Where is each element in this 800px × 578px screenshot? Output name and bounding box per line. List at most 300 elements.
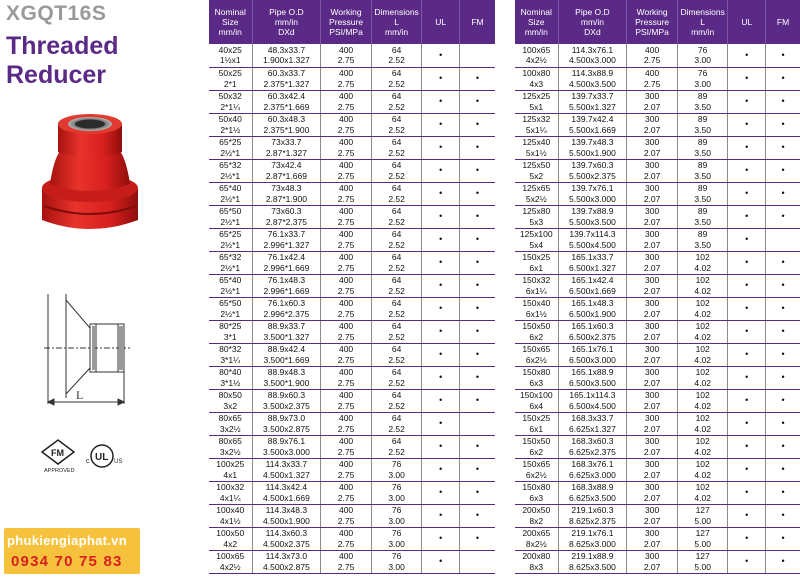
cell-nominal-size: [209, 458, 252, 481]
cell-nominal-size-size-in: 2½*1: [220, 262, 241, 273]
cell-pipe-od: [252, 274, 321, 297]
cell-working-pressure-mpa: 2.07: [643, 469, 661, 480]
cell-nominal-size-size-in: 3*1: [223, 331, 237, 342]
cell-working-pressure-mpa: 2.07: [643, 262, 661, 273]
cell-working-pressure: [321, 458, 372, 481]
cell-dimension-l-l-mm: 127: [695, 528, 710, 538]
cell-dimension-l-l-in: 2.52: [388, 78, 405, 89]
cell-pipe-od-od-in: 6.500x4.500: [569, 400, 616, 411]
cell-ul-ul: •: [745, 165, 749, 176]
cell-dimension-l: [677, 550, 728, 573]
cell-dimension-l-l-mm: 64: [391, 413, 402, 423]
cell-dimension-l: [371, 366, 422, 389]
cell-ul-ul: •: [439, 464, 443, 475]
cell-working-pressure: [321, 435, 372, 458]
cell-ul-ul: •: [745, 257, 749, 268]
cell-pipe-od: [558, 205, 627, 228]
cell-ul: [728, 228, 766, 251]
cell-dimension-l-l-in: 2.52: [388, 308, 405, 319]
cell-working-pressure-mpa: 2.75: [337, 55, 355, 66]
cell-nominal-size-size-in: 4x1: [223, 469, 238, 480]
cell-ul-ul: •: [439, 349, 443, 360]
cell-pipe-od-od-in: 2.87*1.327: [265, 147, 307, 158]
cell-pipe-od: [252, 205, 321, 228]
cell-dimension-l-l-in: 4.02: [694, 446, 711, 457]
cell-pipe-od-od-in: 4.500x3.000: [569, 55, 616, 66]
table-row: [209, 113, 495, 136]
cell-fm: [766, 527, 800, 550]
cell-pipe-od-od-in: 5.500x3.000: [569, 193, 616, 204]
cell-ul: [422, 504, 460, 527]
cell-dimension-l: [677, 435, 728, 458]
cell-working-pressure: [321, 274, 372, 297]
cell-ul: [422, 412, 460, 435]
cell-working-pressure-mpa: 2.07: [643, 377, 661, 388]
cell-nominal-size-size-mm: 125x65: [522, 183, 551, 193]
cell-working-pressure: [627, 481, 678, 504]
cell-fm: [459, 458, 495, 481]
table-row: [515, 504, 800, 527]
cell-dimension-l-l-mm: 102: [695, 459, 710, 469]
table-row: [209, 527, 495, 550]
cell-pipe-od: [558, 182, 627, 205]
cell-nominal-size: [515, 435, 558, 458]
cell-nominal-size-size-mm: 125x100: [519, 229, 553, 239]
cell-pipe-od-od-mm: 139.7x88.9: [571, 206, 614, 216]
cell-nominal-size-size-in: 5x1¼: [525, 124, 547, 135]
table-row: [515, 159, 800, 182]
cell-ul-ul: •: [439, 326, 443, 337]
cell-fm: [459, 113, 495, 136]
cell-ul: [728, 343, 766, 366]
cell-pipe-od: [558, 458, 627, 481]
cell-nominal-size-size-in: 4x2: [223, 538, 238, 549]
cell-nominal-size-size-mm: 150x80: [522, 482, 551, 492]
cell-fm-fm: •: [781, 303, 785, 314]
watermark: [4, 528, 140, 574]
title-line-2: Reducer: [6, 61, 107, 89]
cell-pipe-od-od-mm: 114.3x33.7: [265, 459, 308, 469]
cell-nominal-size-size-mm: 150x25: [522, 413, 551, 423]
cell-pipe-od-od-mm: 88.9x48.3: [267, 367, 306, 377]
cell-pipe-od-od-in: 6.500x1.669: [569, 285, 616, 296]
cell-dimension-l-l-mm: 64: [391, 298, 402, 308]
cell-dimension-l: [371, 389, 422, 412]
cell-nominal-size-size-mm: 65*32: [219, 160, 242, 170]
cell-fm: [459, 389, 495, 412]
cell-ul-ul: •: [439, 211, 443, 222]
cell-nominal-size: [209, 343, 252, 366]
cell-pipe-od-od-in: 5.500x4.500: [569, 239, 616, 250]
cell-pipe-od-od-in: 8.625x3.000: [569, 538, 616, 549]
fm-approved-text: APPROVED: [44, 468, 75, 474]
cell-nominal-size-size-mm: 150x50: [522, 321, 551, 331]
cell-working-pressure-mpa: 2.07: [643, 216, 661, 227]
cell-pipe-od: [558, 90, 627, 113]
cell-nominal-size-size-mm: 150x100: [519, 390, 553, 400]
cell-dimension-l: [677, 44, 728, 67]
header-dimensions: Dimensions L mm/in: [677, 0, 728, 44]
table-row: [515, 274, 800, 297]
cell-nominal-size: [515, 366, 558, 389]
cell-pipe-od-od-in: 3.500x2.875: [263, 423, 310, 434]
table-row: [209, 389, 495, 412]
cell-nominal-size-size-mm: 80*32: [219, 344, 242, 354]
cell-pipe-od-od-in: 4.500x2.875: [263, 561, 310, 572]
cell-pipe-od-od-in: 8.625x3.500: [569, 561, 616, 572]
cell-ul: [728, 67, 766, 90]
cell-working-pressure-psi: 400: [338, 551, 354, 561]
cell-pipe-od-od-mm: 165.1x33.7: [571, 252, 614, 262]
cell-fm-fm: •: [781, 142, 785, 153]
cell-nominal-size: [209, 251, 252, 274]
cell-fm: [459, 205, 495, 228]
cell-fm-fm: •: [781, 96, 785, 107]
ul-us-label: US: [114, 459, 123, 465]
cell-fm: [766, 550, 800, 573]
cell-dimension-l: [677, 67, 728, 90]
cell-working-pressure-mpa: 2.07: [643, 446, 661, 457]
cell-fm-fm: •: [781, 73, 785, 84]
cell-working-pressure: [627, 527, 678, 550]
cell-nominal-size-size-mm: 150x25: [522, 252, 551, 262]
cell-dimension-l-l-mm: 64: [391, 436, 402, 446]
cell-ul-ul: •: [439, 234, 443, 245]
cell-working-pressure-psi: 300: [645, 114, 660, 124]
cell-working-pressure: [627, 550, 678, 573]
table-row: [209, 228, 495, 251]
cell-ul-ul: •: [745, 234, 749, 245]
cell-dimension-l-l-in: 5.00: [694, 538, 711, 549]
table-row: [209, 435, 495, 458]
cell-nominal-size-size-in: 6x2: [529, 331, 544, 342]
cell-working-pressure-psi: 300: [645, 91, 660, 101]
cell-working-pressure-mpa: 2.75: [337, 354, 355, 365]
cell-dimension-l-l-mm: 102: [695, 390, 710, 400]
cell-ul-ul: •: [745, 487, 749, 498]
cell-pipe-od-od-mm: 139.7x48.3: [571, 137, 614, 147]
cell-dimension-l-l-in: 2.52: [388, 170, 405, 181]
cell-pipe-od-od-in: 2.87*1.669: [265, 170, 307, 181]
cell-ul: [422, 297, 460, 320]
cell-dimension-l: [371, 504, 422, 527]
cell-nominal-size-size-mm: 80*25: [219, 321, 242, 331]
header-working-pressure: Working Pressure PSI/MPa: [627, 0, 678, 44]
cell-working-pressure: [627, 412, 678, 435]
cell-dimension-l-l-in: 2.52: [388, 239, 405, 250]
cell-dimension-l: [371, 113, 422, 136]
header-nominal-size: Nominal Size mm/in: [515, 0, 558, 44]
cell-working-pressure: [321, 159, 372, 182]
cell-pipe-od-od-mm: 60.3x33.7: [267, 68, 306, 78]
cell-dimension-l-l-in: 4.02: [694, 469, 711, 480]
cell-ul-ul: •: [745, 533, 749, 544]
cell-pipe-od-od-in: 4.500x3.500: [569, 78, 616, 89]
cell-pipe-od-od-mm: 88.9x33.7: [267, 321, 306, 331]
table-row: [209, 481, 495, 504]
cell-ul: [728, 297, 766, 320]
cell-dimension-l-l-mm: 76: [391, 551, 402, 561]
cell-working-pressure-psi: 300: [645, 390, 660, 400]
cell-dimension-l-l-mm: 89: [697, 137, 708, 147]
cell-nominal-size: [515, 527, 558, 550]
cell-nominal-size-size-in: 5x3: [529, 216, 544, 227]
cell-fm: [459, 527, 495, 550]
cell-pipe-od-od-in: 5.500x1.327: [569, 101, 616, 112]
cell-nominal-size-size-in: 4x2½: [219, 561, 241, 572]
cell-fm-fm: •: [781, 533, 785, 544]
cell-working-pressure-psi: 300: [645, 367, 660, 377]
cell-nominal-size-size-mm: 200x50: [522, 505, 551, 515]
cell-dimension-l-l-in: 3.50: [694, 124, 711, 135]
cell-fm-fm: •: [475, 395, 480, 406]
cell-nominal-size-size-mm: 50x40: [218, 114, 242, 124]
cell-nominal-size-size-mm: 80x65: [218, 436, 242, 446]
cell-fm-fm: •: [475, 96, 480, 107]
cell-fm-fm: •: [475, 487, 480, 498]
cell-ul-ul: •: [439, 510, 443, 521]
cell-nominal-size-size-in: 8x2½: [525, 538, 547, 549]
cell-working-pressure-psi: 400: [338, 91, 354, 101]
cell-pipe-od-od-mm: 88.9x60.3: [267, 390, 306, 400]
cell-ul: [728, 44, 766, 67]
cell-working-pressure: [321, 228, 372, 251]
table-row: [209, 182, 495, 205]
cell-pipe-od-od-in: 2.375*1.900: [263, 124, 310, 135]
cell-dimension-l-l-mm: 64: [391, 91, 402, 101]
cell-pipe-od: [252, 550, 321, 573]
cell-working-pressure-psi: 400: [338, 68, 354, 78]
cell-dimension-l-l-mm: 102: [695, 321, 710, 331]
spec-table-left-body: [209, 44, 495, 573]
cell-dimension-l: [371, 44, 422, 67]
table-row: [515, 251, 800, 274]
table-row: [209, 44, 495, 67]
table-header-row: [209, 0, 495, 44]
table-row: [209, 366, 495, 389]
cell-pipe-od-od-mm: 76.1x60.3: [267, 298, 306, 308]
cell-dimension-l: [371, 458, 422, 481]
header-dimensions: Dimensions L mm/in: [371, 0, 422, 44]
cell-working-pressure-psi: 400: [338, 459, 354, 469]
cell-pipe-od-od-in: 6.625x3.500: [569, 492, 616, 503]
cell-working-pressure-psi: 400: [338, 137, 354, 147]
cell-fm: [459, 251, 495, 274]
cell-dimension-l-l-in: 2.52: [388, 147, 405, 158]
table-row: [209, 458, 495, 481]
cell-ul: [728, 251, 766, 274]
cell-dimension-l-l-mm: 76: [391, 505, 402, 515]
cell-pipe-od-od-in: 3.500x3.000: [263, 446, 310, 457]
cell-fm-fm: •: [781, 257, 785, 268]
cell-pipe-od-od-mm: 165.1x76.1: [571, 344, 614, 354]
cell-dimension-l-l-mm: 64: [391, 321, 402, 331]
cell-pipe-od-od-in: 2.375*1.669: [263, 101, 310, 112]
cell-working-pressure: [321, 67, 372, 90]
cell-fm: [766, 251, 800, 274]
ul-c-label: c: [86, 458, 90, 465]
cell-ul-ul: •: [745, 73, 749, 84]
cell-dimension-l: [677, 343, 728, 366]
cell-nominal-size: [515, 550, 558, 573]
spec-table-right: [515, 0, 800, 574]
table-row: [209, 343, 495, 366]
cell-fm-fm: •: [475, 165, 480, 176]
table-row: [515, 182, 800, 205]
cell-nominal-size: [209, 366, 252, 389]
cell-dimension-l-l-in: 3.50: [694, 147, 711, 158]
cell-dimension-l-l-mm: 64: [391, 229, 402, 239]
cell-fm: [459, 274, 495, 297]
cell-working-pressure-mpa: 2.75: [337, 147, 355, 158]
cell-dimension-l-l-in: 3.00: [388, 492, 405, 503]
cell-ul-ul: •: [745, 372, 749, 383]
cell-dimension-l-l-mm: 64: [391, 137, 402, 147]
cell-dimension-l-l-mm: 102: [695, 436, 710, 446]
cell-dimension-l-l-mm: 64: [391, 252, 402, 262]
cell-dimension-l-l-in: 3.00: [694, 78, 711, 89]
cell-dimension-l-l-mm: 102: [695, 482, 710, 492]
cell-ul-ul: •: [439, 372, 443, 383]
cell-working-pressure: [627, 67, 678, 90]
cell-pipe-od: [252, 435, 321, 458]
cell-dimension-l-l-in: 4.02: [694, 331, 711, 342]
cell-fm: [459, 44, 495, 67]
cell-working-pressure-psi: 400: [338, 229, 354, 239]
table-row: [515, 389, 800, 412]
cell-pipe-od: [558, 504, 627, 527]
cell-dimension-l: [677, 274, 728, 297]
cell-nominal-size-size-mm: 100x40: [216, 505, 245, 515]
cell-ul-ul: •: [439, 533, 443, 544]
cell-working-pressure-psi: 400: [338, 321, 354, 331]
cell-dimension-l-l-mm: 64: [391, 367, 402, 377]
cell-fm-fm: •: [781, 487, 785, 498]
cell-fm-fm: •: [781, 165, 785, 176]
cell-dimension-l: [677, 159, 728, 182]
ul-listed-icon: [86, 445, 122, 467]
cell-fm-fm: •: [781, 188, 785, 199]
cell-dimension-l-l-mm: 89: [697, 114, 708, 124]
cell-pipe-od: [558, 136, 627, 159]
cell-dimension-l: [677, 527, 728, 550]
cell-pipe-od-od-mm: 139.7x76.1: [571, 183, 614, 193]
table-row: [515, 435, 800, 458]
cell-dimension-l: [371, 550, 422, 573]
cell-dimension-l-l-mm: 64: [391, 275, 402, 285]
cell-dimension-l: [677, 113, 728, 136]
cell-fm: [459, 343, 495, 366]
cell-ul: [422, 228, 460, 251]
cell-ul-ul: •: [439, 418, 443, 429]
cell-dimension-l-l-mm: 64: [391, 183, 402, 193]
cell-nominal-size-size-mm: 125x80: [522, 206, 551, 216]
cell-nominal-size-size-mm: 50x32: [218, 91, 242, 101]
cell-dimension-l-l-in: 3.50: [694, 216, 711, 227]
cell-dimension-l-l-mm: 89: [697, 160, 708, 170]
cell-pipe-od-od-mm: 76.1x33.7: [267, 229, 306, 239]
cell-pipe-od-od-mm: 168.3x60.3: [571, 436, 614, 446]
cell-nominal-size-size-in: 5x1½: [525, 147, 547, 158]
cell-ul-ul: •: [439, 303, 443, 314]
cell-working-pressure-psi: 400: [338, 436, 354, 446]
cell-working-pressure-psi: 400: [338, 183, 354, 193]
reducer-product-image: [30, 110, 150, 240]
cell-nominal-size-size-in: 8x2: [529, 515, 544, 526]
cell-working-pressure-psi: 300: [645, 413, 660, 423]
cell-dimension-l: [371, 205, 422, 228]
cell-nominal-size: [515, 205, 558, 228]
cell-working-pressure-psi: 300: [645, 137, 660, 147]
cell-working-pressure-mpa: 2.75: [337, 216, 355, 227]
cell-nominal-size-size-in: 2½*1: [220, 308, 241, 319]
cell-working-pressure-psi: 400: [338, 413, 354, 423]
cell-pipe-od-od-mm: 139.7x33.7: [571, 91, 614, 101]
cell-working-pressure-psi: 300: [645, 528, 660, 538]
cell-dimension-l-l-in: 2.52: [388, 423, 405, 434]
cell-dimension-l-l-in: 3.00: [694, 55, 711, 66]
cell-pipe-od: [558, 113, 627, 136]
cell-pipe-od: [558, 228, 627, 251]
cell-dimension-l-l-in: 4.02: [694, 285, 711, 296]
cell-pipe-od-od-mm: 88.9x73.0: [267, 413, 306, 423]
cell-working-pressure-psi: 400: [338, 114, 354, 124]
cell-pipe-od-od-mm: 48.3x33.7: [267, 44, 306, 55]
cell-working-pressure-mpa: 2.75: [337, 331, 355, 342]
cell-dimension-l-l-mm: 64: [391, 344, 402, 354]
cell-working-pressure-mpa: 2.07: [643, 193, 661, 204]
cell-nominal-size-size-in: 5x2½: [525, 193, 547, 204]
cell-working-pressure-mpa: 2.07: [643, 423, 661, 434]
cell-fm: [766, 205, 800, 228]
cell-dimension-l-l-mm: 76: [697, 68, 708, 78]
cell-nominal-size-size-in: 5x4: [529, 239, 544, 250]
cell-ul: [422, 44, 460, 67]
table-row: [515, 343, 800, 366]
cell-working-pressure: [627, 251, 678, 274]
cell-ul-ul: •: [745, 349, 749, 360]
cell-pipe-od-od-mm: 60.3x48.3: [267, 114, 306, 124]
cell-fm-fm: •: [475, 280, 480, 291]
cell-dimension-l: [677, 389, 728, 412]
cell-nominal-size-size-in: 2*1¼: [220, 101, 241, 112]
cell-ul: [728, 504, 766, 527]
cell-fm-fm: •: [475, 142, 480, 153]
cell-working-pressure-psi: 400: [338, 505, 354, 515]
cell-dimension-l: [677, 320, 728, 343]
cell-dimension-l-l-in: 3.00: [388, 561, 405, 572]
cell-working-pressure-psi: 300: [645, 321, 660, 331]
cell-fm-fm: •: [781, 395, 785, 406]
cell-dimension-l: [677, 182, 728, 205]
table-row: [209, 90, 495, 113]
cell-nominal-size-size-in: 4x1¼: [219, 492, 241, 503]
cell-dimension-l-l-mm: 64: [391, 160, 402, 170]
cell-ul-ul: •: [439, 441, 443, 452]
cell-dimension-l: [371, 527, 422, 550]
cell-working-pressure-mpa: 2.07: [643, 492, 661, 503]
cell-ul-ul: •: [439, 165, 443, 176]
spec-table-right-body: [515, 44, 800, 573]
table-row: [515, 113, 800, 136]
cell-dimension-l: [677, 504, 728, 527]
cell-nominal-size: [209, 182, 252, 205]
cell-pipe-od-od-in: 1.900x1.327: [263, 55, 310, 66]
cell-dimension-l: [371, 136, 422, 159]
cell-pipe-od-od-mm: 165.1x60.3: [571, 321, 614, 331]
cell-nominal-size-size-in: 5x1: [529, 101, 544, 112]
cell-working-pressure: [627, 389, 678, 412]
